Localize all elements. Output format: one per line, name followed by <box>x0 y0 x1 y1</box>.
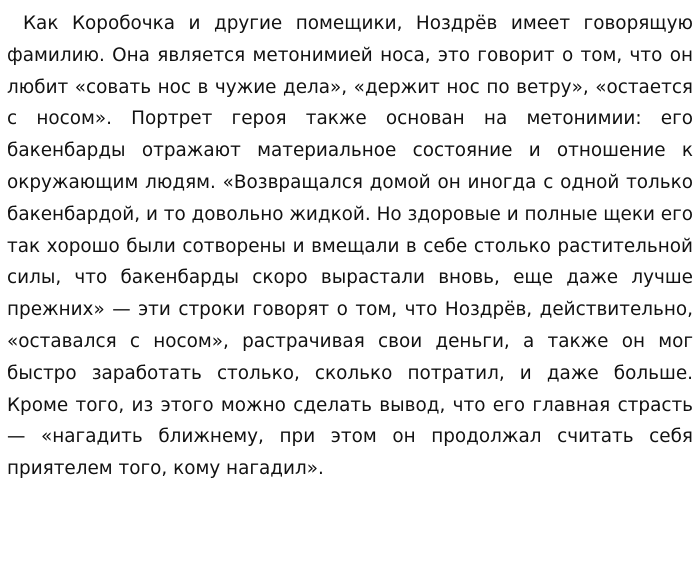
body-paragraph: Как Коробочка и другие помещики, Ноздрёв имеет говорящую фамилию. Она является метонимией носа, это говорит о том, что он любит «совать нос в чужие дела», «держит нос по ветру», «остается с носом». Портрет героя также основан на метонимии: его бакенбарды отражают материальное состояние и отношение к окружающим людям. «Возвращался домой он иногда с одной только бакенбардой, и то довольно жидкой. Но здоровые и полные щеки его так хорошо были сотворены и вмещали в себе столько растительной силы, что бакенбарды скоро вырастали вновь, еще даже лучше прежних» — эти строки говорят о том, что Ноздрёв, действительно, «оставался с носом», растрачивая свои деньги, а также он мог быстро заработать столько, сколько потратил, и даже больше. Кроме того, из этого можно сделать вывод, что его главная страсть — «нагадить ближнему, при этом он продолжал считать себя приятелем того, кому нагадил». <box>7 13 693 480</box>
document-page <box>7 8 693 485</box>
